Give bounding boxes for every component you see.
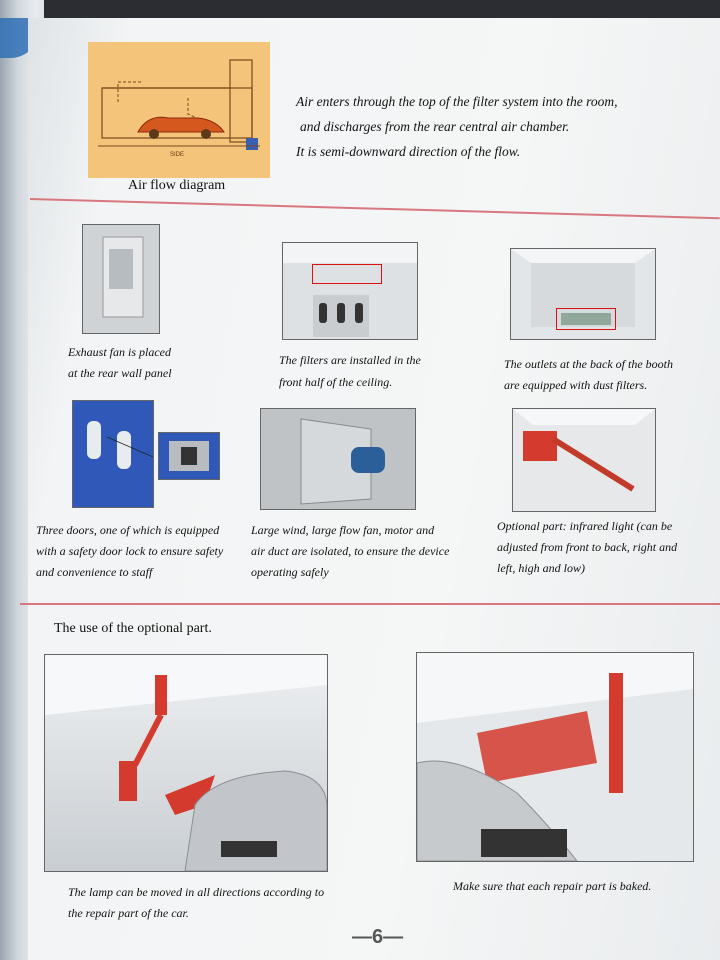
feature-caption-6b: adjusted from front to back, right and [497,540,678,554]
intro-line-1: Air enters through the top of the filter system into the room, [296,94,618,109]
fan-motor-photo [260,408,416,510]
page-number: —6— [352,926,404,948]
feature-caption-2a: The filters are installed in the [279,353,421,367]
lamp-bmw-bake-photo [416,652,694,862]
feature-caption-5a: Large wind, large flow fan, motor and [251,523,435,537]
lamp-bmw-front-photo [44,654,328,872]
feature-caption-4c: and convenience to staff [36,565,153,579]
feature-caption-3a: The outlets at the back of the booth [504,357,673,371]
feature-caption-5c: operating safely [251,565,329,579]
rear-outlet-highlight [556,308,616,330]
feature-caption-1b: at the rear wall panel [68,366,172,380]
feature-caption-6a: Optional part: infrared light (can be [497,519,673,533]
feature-caption-6c: left, high and low) [497,561,585,575]
diagram-caption: Air flow diagram [128,178,226,193]
door-lock-photo [72,400,154,508]
infrared-light-photo [512,408,656,512]
exhaust-fan-photo [82,224,160,334]
intro-line-2: and discharges from the rear central air chamber. [300,119,570,134]
ceiling-filter-highlight [312,264,382,284]
optional-caption-2: Make sure that each repair part is baked. [453,879,652,893]
feature-caption-2b: front half of the ceiling. [279,375,393,389]
feature-caption-4b: with a safety door lock to ensure safety [36,544,224,558]
feature-caption-1a: Exhaust fan is placed [68,345,171,359]
door-lock-closeup-photo [158,432,220,480]
optional-section-title: The use of the optional part. [54,621,212,636]
ceiling-filter-photo [282,242,418,340]
optional-caption-1b: the repair part of the car. [68,906,189,920]
intro-line-3: It is semi-downward direction of the flow. [296,144,521,159]
feature-caption-4a: Three doors, one of which is equipped [36,523,220,537]
optional-caption-1a: The lamp can be moved in all directions according to [68,885,325,899]
feature-caption-5b: air duct are isolated, to ensure the device [251,544,450,558]
diagram-label: SIDE [170,152,185,158]
section-divider-2 [20,603,720,605]
feature-caption-3b: are equipped with dust filters. [504,378,648,392]
